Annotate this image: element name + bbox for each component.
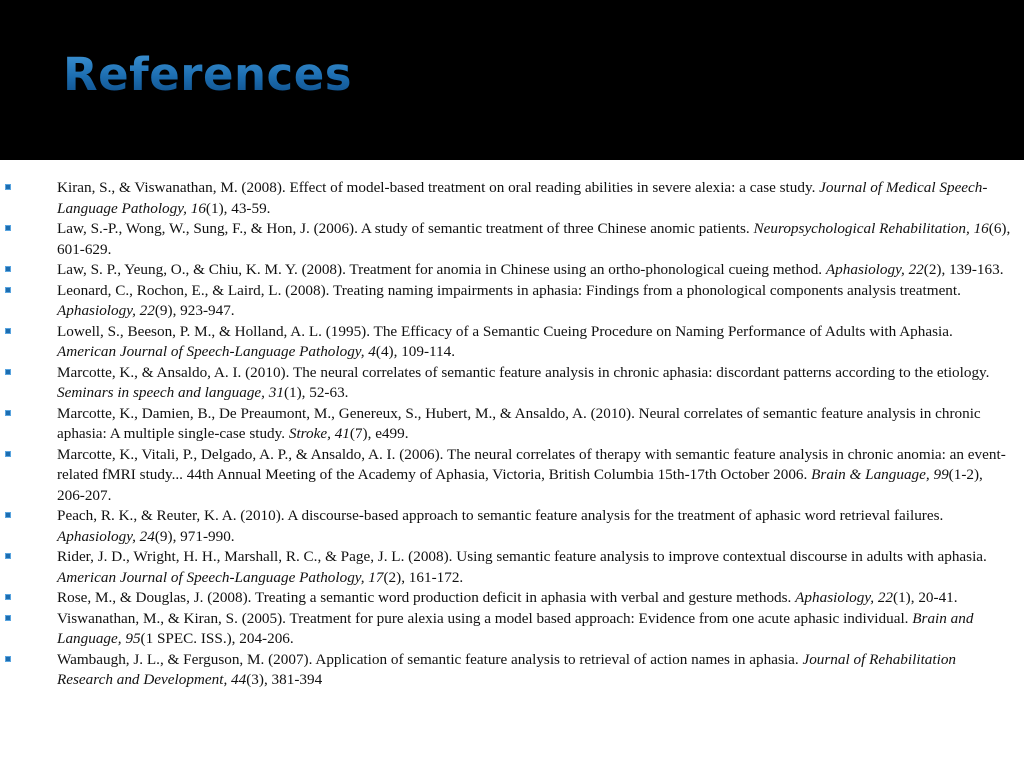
reference-volume-pages: (1), 52-63. [283, 384, 349, 401]
reference-citation: Lowell, S., Beeson, P. M., & Holland, A. L. (1995). The Efficacy of a Semantic Cueing Procedure on Naming Performance of Adults with Aphasia. [57, 322, 953, 340]
reference-source: Neuropsychological Rehabilitation, 16 [753, 220, 989, 237]
reference-volume-pages: (6), 601-629. [57, 220, 1011, 258]
reference-volume-pages: (9), 923-947. [154, 302, 235, 319]
reference-item [0, 281, 1024, 322]
reference-item [0, 506, 1024, 547]
reference-citation: Wambaugh, J. L., & Ferguson, M. (2007). Application of semantic feature analysis to retrieval of action names in aphasia. [57, 650, 803, 668]
reference-item [0, 445, 1024, 507]
reference-volume-pages: (1-2), 206-207. [57, 466, 983, 504]
reference-source: Journal of Medical Speech-Language Pathology, 16 [57, 179, 988, 217]
reference-item [0, 547, 1024, 588]
reference-source: Aphasiology, 24 [57, 527, 155, 545]
reference-source: Brain & Language, 99 [811, 466, 949, 483]
square-bullet-icon [5, 266, 11, 272]
reference-source: Aphasiology, 22 [57, 302, 155, 319]
reference-item [0, 178, 1024, 219]
page-title: References [63, 48, 352, 101]
reference-source: Stroke, 41 [288, 425, 350, 442]
reference-item [0, 609, 1024, 650]
reference-volume-pages: (9), 971-990. [154, 527, 235, 545]
square-bullet-icon [5, 225, 11, 231]
reference-citation: Marcotte, K., Vitali, P., Delgado, A. P., & Ansaldo, A. I. (2006). The neural correlates of therapy with semantic feature analysis in chronic anomia: an event-related fMRI study... 44th Annual Meeting of the Academy of Aphasia, Victoria, British Columbia 15th-17th October 2006. [57, 445, 1006, 483]
reference-citation: Leonard, C., Rochon, E., & Laird, L. (2008). Treating naming impairments in aphasia: Findings from a phonological components analysis treatment. [57, 281, 961, 299]
reference-citation: Rider, J. D., Wright, H. H., Marshall, R. C., & Page, J. L. (2008). Using semantic feature analysis to improve contextual discourse in adults with aphasia. [57, 548, 987, 565]
reference-volume-pages: (3), 381-394 [246, 671, 323, 688]
reference-item [0, 260, 1024, 281]
reference-volume-pages: (4), 109-114. [375, 343, 456, 360]
reference-volume-pages: (2), 161-172. [383, 568, 464, 586]
square-bullet-icon [5, 615, 11, 621]
square-bullet-icon [5, 594, 11, 600]
reference-item [0, 588, 1024, 609]
square-bullet-icon [5, 451, 11, 457]
reference-volume-pages: (1), 20-41. [893, 589, 958, 606]
reference-item [0, 219, 1024, 260]
reference-citation: Viswanathan, M., & Kiran, S. (2005). Treatment for pure alexia using a model based approach: Evidence from one acute aphasic individual. [57, 609, 913, 627]
reference-volume-pages: (1 SPEC. ISS.), 204-206. [140, 630, 294, 647]
reference-volume-pages: (2), 139-163. [923, 261, 1004, 278]
reference-citation: Kiran, S., & Viswanathan, M. (2008). Effect of model-based treatment on oral reading abilities in severe alexia: a case study. [57, 179, 820, 196]
square-bullet-icon [5, 410, 11, 416]
reference-source: American Journal of Speech-Language Pathology, 4 [57, 343, 376, 360]
reference-citation: Law, S.-P., Wong, W., Sung, F., & Hon, J. (2006). A study of semantic treatment of three Chinese anomic patients. [57, 220, 754, 237]
reference-item [0, 322, 1024, 363]
reference-item [0, 404, 1024, 445]
square-bullet-icon [5, 328, 11, 334]
square-bullet-icon [5, 287, 11, 293]
reference-source: Seminars in speech and language, 31 [57, 384, 284, 401]
title-bar [0, 0, 1024, 160]
reference-source: Aphasiology, 22 [795, 589, 894, 606]
reference-item [0, 650, 1024, 691]
reference-item [0, 363, 1024, 404]
reference-citation: Rose, M., & Douglas, J. (2008). Treating a semantic word production deficit in aphasia with verbal and gesture methods. [57, 589, 796, 606]
square-bullet-icon [5, 512, 11, 518]
reference-list [0, 178, 1024, 691]
reference-source: American Journal of Speech-Language Pathology, 17 [57, 568, 384, 586]
reference-volume-pages: (7), e499. [349, 425, 409, 442]
square-bullet-icon [5, 553, 11, 559]
reference-source: Aphasiology, 22 [825, 261, 924, 278]
reference-source: Brain and Language, 95 [57, 609, 974, 647]
square-bullet-icon [5, 656, 11, 662]
reference-citation: Peach, R. K., & Reuter, K. A. (2010). A discourse-based approach to semantic feature analysis for the treatment of aphasic word retrieval failures. [57, 507, 944, 524]
reference-citation: Law, S. P., Yeung, O., & Chiu, K. M. Y. (2008). Treatment for anomia in Chinese using an ortho-phonological cueing method. [57, 261, 826, 278]
reference-volume-pages: (1), 43-59. [205, 199, 271, 217]
reference-citation: Marcotte, K., Damien, B., De Preaumont, M., Genereux, S., Hubert, M., & Ansaldo, A. (2010). Neural correlates of semantic feature analysis in chronic aphasia: A multiple single-case study. [57, 404, 981, 442]
reference-source: Journal of Rehabilitation Research and Development, 44 [57, 650, 957, 688]
square-bullet-icon [5, 369, 11, 375]
reference-citation: Marcotte, K., & Ansaldo, A. I. (2010). The neural correlates of semantic feature analysis in chronic aphasia: discordant patterns according to the etiology. [57, 363, 990, 381]
square-bullet-icon [5, 184, 11, 190]
